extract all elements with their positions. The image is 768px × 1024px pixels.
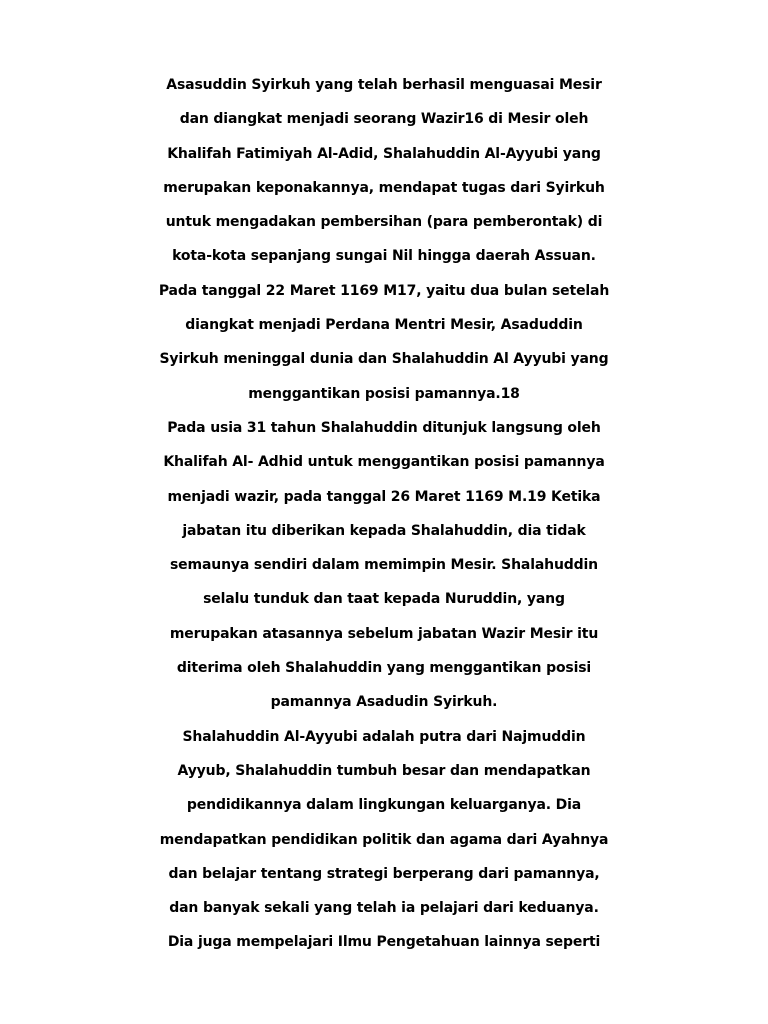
text-line: untuk mengadakan pembersihan (para pemberontak) di xyxy=(165,214,603,231)
text-line: dan banyak sekali yang telah ia pelajari dari keduanya. xyxy=(169,900,599,917)
text-line: Pada usia 31 tahun Shalahuddin ditunjuk langsung oleh xyxy=(167,419,601,436)
text-line: merupakan keponakannya, mendapat tugas dari Syirkuh xyxy=(163,179,605,196)
document-page xyxy=(0,68,768,960)
text-line: pendidikannya dalam lingkungan keluarganya. Dia xyxy=(186,797,582,814)
text-line: pamannya Asadudin Syirkuh. xyxy=(270,694,498,711)
text-line: merupakan atasannya sebelum jabatan Wazir Mesir itu xyxy=(169,625,599,642)
text-line: Shalahuddin Al-Ayyubi adalah putra dari Najmuddin xyxy=(182,728,586,745)
text-line: Pada tanggal 22 Maret 1169 M17, yaitu dua bulan setelah xyxy=(158,282,610,299)
text-line: Dia juga mempelajari Ilmu Pengetahuan lainnya seperti xyxy=(167,934,601,951)
text-line: diterima oleh Shalahuddin yang menggantikan posisi xyxy=(176,660,592,677)
text-line: Syirkuh meninggal dunia dan Shalahuddin Al Ayyubi yang xyxy=(159,351,609,368)
text-line: dan diangkat menjadi seorang Wazir16 di Mesir oleh xyxy=(179,111,589,128)
text-line: dan belajar tentang strategi berperang dari pamannya, xyxy=(168,865,600,882)
text-line: menggantikan posisi pamannya.18 xyxy=(248,385,520,402)
text-line: diangkat menjadi Perdana Mentri Mesir, Asaduddin xyxy=(185,317,583,334)
text-line: Asasuddin Syirkuh yang telah berhasil menguasai Mesir xyxy=(166,77,602,93)
text-line: kota-kota sepanjang sungai Nil hingga daerah Assuan. xyxy=(172,248,596,265)
text-line: Khalifah Al- Adhid untuk menggantikan posisi pamannya xyxy=(163,454,605,471)
text-line: mendapatkan pendidikan politik dan agama dari Ayahnya xyxy=(159,831,609,848)
text-line: semaunya sendiri dalam memimpin Mesir. Shalahuddin xyxy=(170,557,598,574)
text-line: Khalifah Fatimiyah Al-Adid, Shalahuddin Al-Ayyubi yang xyxy=(167,145,601,162)
text-line: menjadi wazir, pada tanggal 26 Maret 1169 M.19 Ketika xyxy=(167,488,601,505)
text-line: selalu tunduk dan taat kepada Nuruddin, yang xyxy=(203,591,565,608)
text-line: jabatan itu diberikan kepada Shalahuddin, dia tidak xyxy=(182,522,586,539)
text-line: Ayyub, Shalahuddin tumbuh besar dan mendapatkan xyxy=(177,762,591,779)
